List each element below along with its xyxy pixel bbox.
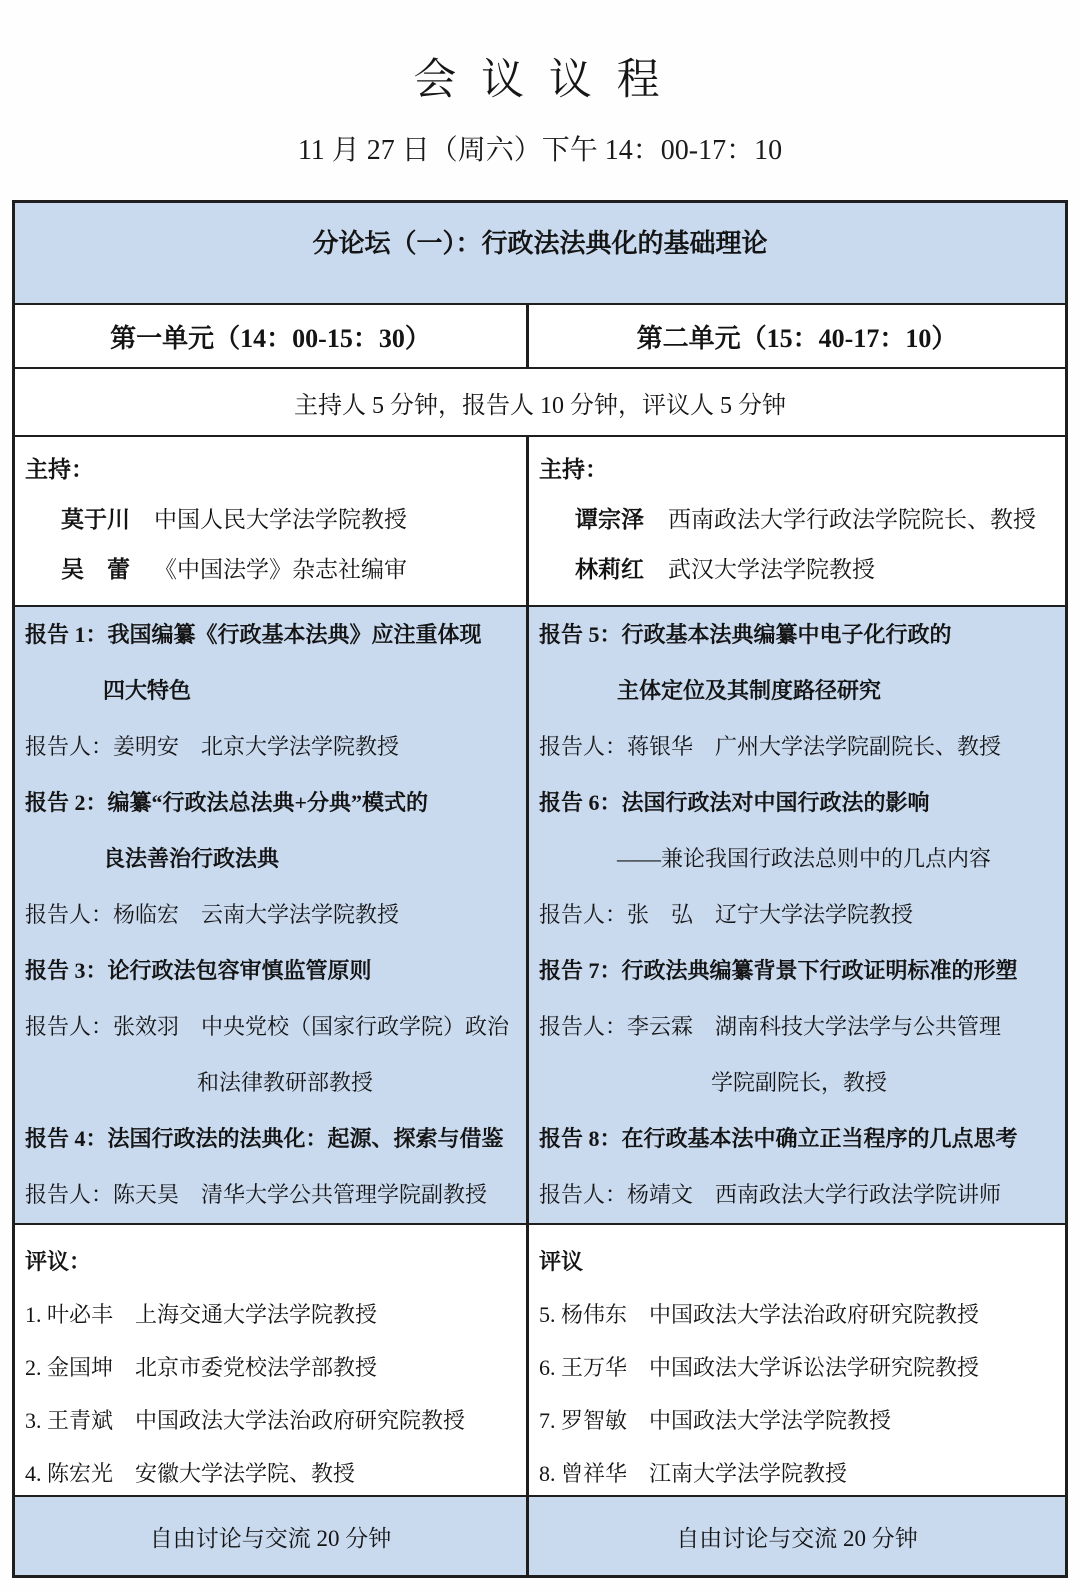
host-name: 谭宗泽 (575, 507, 644, 532)
timing-note-row (15, 369, 1065, 437)
forum-title: 分论坛（一）：行政法法典化的基础理论 (312, 229, 768, 258)
review-row (15, 1225, 1065, 1497)
report-presenter: 报告人：蒋银华 广州大学法学院副院长、教授 (539, 734, 1002, 759)
free-discussion-unit2: 自由讨论与交流 20 分钟 (676, 1525, 918, 1551)
host-name: 吴 蕾 (61, 557, 130, 582)
report-presenter: 报告人：陈天昊 清华大学公共管理学院副教授 (25, 1182, 488, 1207)
report-title-continuation: 良法善治行政法典 (103, 846, 280, 871)
host-person (539, 495, 1055, 545)
report-presenter-continuation: 学院副院长，教授 (711, 1070, 888, 1095)
report-title-continuation: 主体定位及其制度路径研究 (617, 678, 882, 703)
hosts-label-unit1: 主持： (25, 457, 94, 482)
forum-title-row (15, 203, 1065, 305)
reports-cell-unit2 (529, 607, 1065, 1223)
free-discussion-unit1: 自由讨论与交流 20 分钟 (15, 1497, 529, 1575)
hosts-cell-unit2 (529, 437, 1065, 605)
agenda-table (12, 200, 1068, 1578)
host-name: 林莉红 (575, 557, 644, 582)
report-presenter-continuation: 和法律教研部教授 (197, 1070, 374, 1095)
reviewer-item: 6. 王万华 中国政法大学诉讼法学研究院教授 (539, 1355, 980, 1380)
review-label: 评议 (539, 1249, 584, 1274)
reports-row (15, 607, 1065, 1225)
reviewer-item: 2. 金国坤 北京市委党校法学部教授 (25, 1355, 378, 1380)
reviewer-item: 8. 曾祥华 江南大学法学院教授 (539, 1461, 848, 1486)
unit-2-header: 第二单元（15：40-17：10） (636, 323, 958, 353)
report-title: 报告 2：编纂“行政法总法典+分典”模式的 (25, 790, 429, 815)
hosts-cell-unit1 (15, 437, 529, 605)
host-person (539, 545, 1055, 595)
review-cell-unit2 (529, 1225, 1065, 1495)
reports-cell-unit1 (15, 607, 529, 1223)
report-title: 报告 3：论行政法包容审慎监管原则 (25, 958, 372, 983)
report-presenter: 报告人：姜明安 北京大学法学院教授 (25, 734, 400, 759)
report-title-continuation: 四大特色 (103, 678, 192, 703)
host-affiliation: 《中国法学》杂志社编审 (154, 557, 407, 582)
unit-header-row (15, 305, 1065, 369)
hosts-row (15, 437, 1065, 607)
host-person (25, 545, 516, 595)
report-title: 报告 5：行政基本法典编纂中电子化行政的 (539, 622, 952, 647)
host-affiliation: 中国人民大学法学院教授 (154, 507, 407, 532)
report-title: 报告 1：我国编纂《行政基本法典》应注重体现 (25, 622, 482, 647)
reviewer-item: 5. 杨伟东 中国政法大学法治政府研究院教授 (539, 1302, 980, 1327)
reviewer-item: 7. 罗智敏 中国政法大学法学院教授 (539, 1408, 892, 1433)
report-title: 报告 6：法国行政法对中国行政法的影响 (539, 790, 930, 815)
reviewer-item: 1. 叶必丰 上海交通大学法学院教授 (25, 1302, 378, 1327)
report-presenter: 报告人：张 弘 辽宁大学法学院教授 (539, 902, 914, 927)
unit-1-header: 第一单元（14：00-15：30） (15, 305, 529, 367)
host-name: 莫于川 (61, 507, 130, 532)
page-date: 11 月 27 日（周六）下午 14：00-17：10 (297, 135, 783, 166)
host-affiliation: 武汉大学法学院教授 (668, 557, 875, 582)
report-presenter: 报告人：李云霖 湖南科技大学法学与公共管理 (539, 1014, 1002, 1039)
reviewer-item: 4. 陈宏光 安徽大学法学院、教授 (25, 1461, 356, 1486)
timing-note: 主持人 5 分钟，报告人 10 分钟，评议人 5 分钟 (294, 392, 786, 419)
host-person (25, 495, 516, 545)
report-presenter: 报告人：杨临宏 云南大学法学院教授 (25, 902, 400, 927)
report-title: 报告 7：行政法典编纂背景下行政证明标准的形塑 (539, 958, 1018, 983)
report-presenter: 报告人：杨靖文 西南政法大学行政法学院讲师 (539, 1182, 1002, 1207)
report-title: 报告 8：在行政基本法中确立正当程序的几点思考 (539, 1126, 1018, 1151)
hosts-label-unit2: 主持： (539, 457, 608, 482)
review-cell-unit1 (15, 1225, 529, 1495)
reviewer-item: 3. 王青斌 中国政法大学法治政府研究院教授 (25, 1408, 466, 1433)
report-title: 报告 4：法国行政法的法典化：起源、探索与借鉴 (25, 1126, 504, 1151)
page-title: 会 议 议 程 (413, 57, 667, 104)
free-discussion-row (15, 1497, 1065, 1575)
review-label: 评议： (25, 1249, 92, 1274)
host-affiliation: 西南政法大学行政法学院院长、教授 (668, 507, 1036, 532)
report-presenter: 报告人：张效羽 中央党校（国家行政学院）政治 (25, 1014, 510, 1039)
report-subtitle: ——兼论我国行政法总则中的几点内容 (617, 846, 992, 871)
